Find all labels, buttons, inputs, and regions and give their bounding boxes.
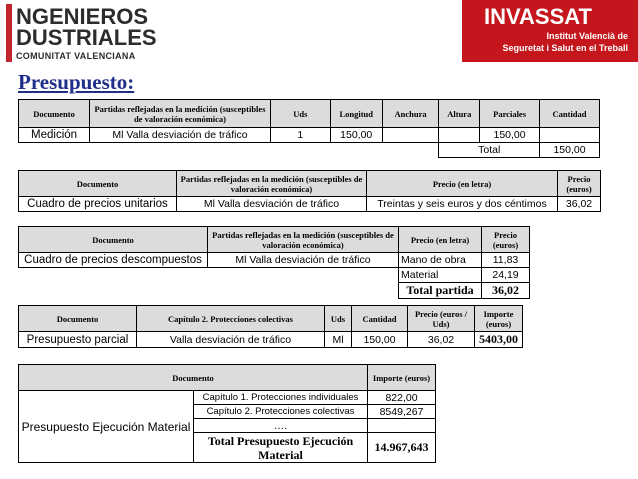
invassat-subtitle-1: Institut Valencià de bbox=[546, 31, 628, 41]
precios-unitarios-table bbox=[18, 170, 601, 212]
header-altura: Altura bbox=[439, 100, 480, 128]
header-precio-euros: Precio (euros) bbox=[558, 171, 601, 197]
total-pem-label: Total Presupuesto Ejecución Material bbox=[194, 433, 368, 463]
presupuesto-parcial-table bbox=[18, 305, 523, 348]
longitud-cell: 150,00 bbox=[330, 128, 382, 143]
invassat-brand: INVASSAT bbox=[484, 4, 592, 29]
logo-line-1: NGENIEROS bbox=[16, 4, 149, 29]
header-capitulo: Capítulo 2. Protecciones colectivas bbox=[137, 306, 325, 332]
header-uds: Uds bbox=[270, 100, 330, 128]
ellipsis-value bbox=[368, 419, 436, 433]
logo-red-bar bbox=[6, 4, 12, 62]
header-partidas: Partidas reflejadas en la medición (susceptibles de valoración económica) bbox=[177, 171, 367, 197]
parciales-cell: 150,00 bbox=[480, 128, 540, 143]
precio-cell: 36,02 bbox=[408, 332, 475, 348]
doc-presupuesto-parcial: Presupuesto parcial bbox=[19, 332, 137, 348]
anchura-cell bbox=[382, 128, 439, 143]
header-importe: Importe (euros) bbox=[368, 365, 436, 391]
precios-descompuestos-table bbox=[18, 226, 530, 299]
precio-letra-cell: Treintas y seis euros y dos céntimos bbox=[367, 197, 558, 212]
header-anchura: Anchura bbox=[382, 100, 439, 128]
material-value: 24,19 bbox=[482, 268, 530, 283]
invassat-logo bbox=[462, 0, 638, 62]
altura-cell bbox=[439, 128, 480, 143]
importe-cell: 5403,00 bbox=[475, 332, 523, 348]
logo-line-2: DUSTRIALES bbox=[16, 25, 157, 50]
header-precio-letra: Precio (en letra) bbox=[367, 171, 558, 197]
header-parciales: Parciales bbox=[480, 100, 540, 128]
doc-precios-unitarios: Cuadro de precios unitarios bbox=[19, 197, 177, 212]
header-partidas: Partidas reflejadas en la medición (susceptibles de valoración económica) bbox=[208, 227, 399, 253]
capitulo-1-value: 822,00 bbox=[368, 391, 436, 405]
logo-line-3: COMUNITAT VALENCIANA bbox=[16, 51, 136, 61]
uds-cell: 1 bbox=[270, 128, 330, 143]
presupuesto-ejecucion-table bbox=[18, 364, 436, 463]
total-partida-value: 36,02 bbox=[482, 283, 530, 299]
total-partida-label: Total partida bbox=[399, 283, 482, 299]
header-documento: Documento bbox=[19, 100, 90, 128]
header-precio: Precio (euros / Uds) bbox=[408, 306, 475, 332]
partida-cell: Ml Valla desviación de tráfico bbox=[208, 253, 399, 268]
total-label: Total bbox=[439, 143, 540, 158]
header-documento: Documento bbox=[19, 306, 137, 332]
ingenieros-industriales-logo bbox=[6, 4, 156, 66]
partida-cell: Ml Valla desviación de tráfico bbox=[90, 128, 271, 143]
capitulo-2-label: Capítulo 2. Protecciones colectivas bbox=[194, 405, 368, 419]
mano-de-obra-value: 11,83 bbox=[482, 253, 530, 268]
partida-cell: Valla desviación de tráfico bbox=[137, 332, 325, 348]
mano-de-obra-label: Mano de obra bbox=[399, 253, 482, 268]
doc-presupuesto-ejecucion: Presupuesto Ejecución Material bbox=[19, 391, 194, 463]
header-documento: Documento bbox=[19, 171, 177, 197]
doc-medicion: Medición bbox=[19, 128, 90, 143]
header-documento: Documento bbox=[19, 365, 368, 391]
partida-cell: Ml Valla desviación de tráfico bbox=[177, 197, 367, 212]
cantidad-cell: 150,00 bbox=[352, 332, 408, 348]
material-label: Material bbox=[399, 268, 482, 283]
uds-cell: Ml bbox=[325, 332, 352, 348]
page-title: Presupuesto: bbox=[18, 70, 135, 94]
capitulo-2-value: 8549,267 bbox=[368, 405, 436, 419]
header-cantidad: Cantidad bbox=[540, 100, 600, 128]
header-importe: Importe (euros) bbox=[475, 306, 523, 332]
header-precio-euros: Precio (euros) bbox=[482, 227, 530, 253]
header-uds: Uds bbox=[325, 306, 352, 332]
doc-precios-descompuestos: Cuadro de precios descompuestos bbox=[19, 253, 208, 268]
header-documento: Documento bbox=[19, 227, 208, 253]
total-value: 150,00 bbox=[540, 143, 600, 158]
header-cantidad: Cantidad bbox=[352, 306, 408, 332]
capitulo-1-label: Capítulo 1. Protecciones individuales bbox=[194, 391, 368, 405]
header-partidas: Partidas reflejadas en la medición (susceptibles de valoración económica) bbox=[90, 100, 271, 128]
total-pem-value: 14.967,643 bbox=[368, 433, 436, 463]
ellipsis-label: …. bbox=[194, 419, 368, 433]
invassat-subtitle-2: Seguretat i Salut en el Treball bbox=[502, 43, 628, 53]
header-precio-letra: Precio (en letra) bbox=[399, 227, 482, 253]
precio-euros-cell: 36,02 bbox=[558, 197, 601, 212]
header-longitud: Longitud bbox=[330, 100, 382, 128]
medicion-table bbox=[18, 99, 600, 158]
cantidad-cell bbox=[540, 128, 600, 143]
